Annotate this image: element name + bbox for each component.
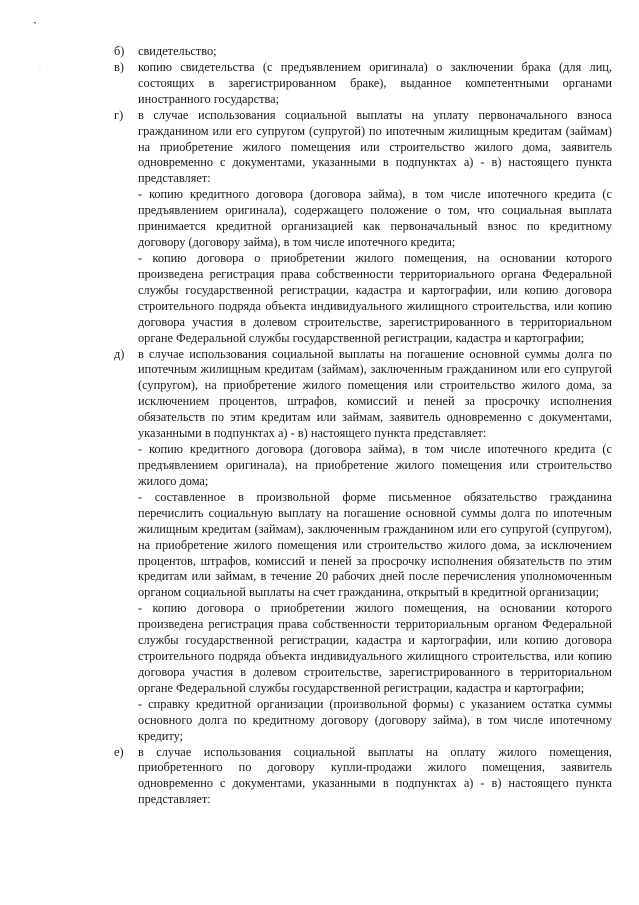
paragraph: свидетельство; bbox=[138, 44, 217, 58]
list-marker: г) bbox=[114, 107, 124, 122]
paragraph: в случае использования социальной выплаты на оплату жилого помещения, приобретенного по договору купли-продажи жилого помещения, заявитель одновременно с документами, указанными в подпунктах а) - в) настоящего пункта представляет: bbox=[138, 744, 612, 807]
paragraph: - копию кредитного договора (договора займа), в том числе ипотечного кредита (с предъявлением оригинала), содержащего положение о том, что социальная выплата принимается кредитной организацией как первоначальный взнос по кредитному договору (договору займа), в том числе ипотечного кредита; bbox=[138, 187, 612, 250]
paragraph: - копию кредитного договора (договора займа), в том числе ипотечного кредита (с предъявлением оригинала), на приобретение жилого помещения или строительство жилого дома; bbox=[138, 442, 612, 488]
document-list bbox=[114, 44, 612, 808]
paragraph: копию свидетельства (с предъявлением оригинала) о заключении брака (для лиц, состоящих в зарегистрированном браке), выданное компетентными органами иностранного государства; bbox=[138, 59, 612, 106]
list-marker: е) bbox=[114, 744, 124, 759]
list-item-d bbox=[114, 347, 612, 745]
list-item-v bbox=[114, 60, 612, 108]
paragraph: в случае использования социальной выплаты на погашение основной суммы долга по ипотечным жилищным кредитам (займам), заключенным гражданином или его супругой (супругом), на приобретение жилого помещения или строительство жилого дома, за исключением процентов, штрафов, комиссий и пеней за просрочку исполнения обязательств по этим кредитам или займам, заявитель одновременно с документами, указанными в подпунктах а) - в) настоящего пункта представляет: bbox=[138, 346, 612, 441]
paragraph: в случае использования социальной выплаты на уплату первоначального взноса гражданином или его супругом (супругой) по ипотечным жилищным кредитам (займам) на приобретение жилого помещения или строительство жилого дома, заявитель одновременно с документами, указанными в подпунктах а) - в) настоящего пункта представляет: bbox=[138, 107, 612, 186]
side-dot-mark: · bbox=[39, 67, 41, 73]
paragraph: - справку кредитной организации (произвольной формы) с указанием остатка суммы основного долга по кредитному договору (договору займа), в том числе ипотечному кредиту; bbox=[138, 696, 612, 743]
list-item-e bbox=[114, 745, 612, 809]
list-marker: в) bbox=[114, 59, 124, 74]
list-item-g bbox=[114, 108, 612, 347]
paragraph: - копию договора о приобретении жилого помещения, на основании которого произведена регистрация права собственности территориальным органом Федеральной службы государственной регистрации, кадастра и картографии, или копию договора строительного подряда объекта индивидуального жилищного строительства, или копию договора участия в долевом строительстве, зарегистрированного в территориальном органе Федеральной службы государственной регистрации, кадастра и картографии; bbox=[138, 601, 612, 695]
corner-tick-mark: ˺ bbox=[33, 21, 37, 32]
list-marker: б) bbox=[114, 44, 125, 58]
paragraph: - копию договора о приобретении жилого помещения, на основании которого произведена регистрация права собственности территориального органа Федеральной службы государственной регистрации, кадастра и картографии, или копию договора строительного подряда объекта индивидуального жилищного строительства, или копию договора участия в долевом строительстве, зарегистрированного в территориальном органе Федеральной службы государственной регистрации, кадастра и картографии; bbox=[138, 250, 612, 345]
list-marker: д) bbox=[114, 346, 125, 361]
list-item-b bbox=[114, 44, 612, 60]
paragraph: - составленное в произвольной форме письменное обязательство гражданина перечислить социальную выплату на погашение основной суммы долга по ипотечным жилищным кредитам (займам), заключенным гражданином или его супругой (супругом), на приобретение жилого помещения или строительство жилого дома, за исключением процентов, штрафов, комиссий и пеней за просрочку исполнения обязательств по этим кредитам или займам, в течение 20 рабочих дней после перечисления уполномоченным органом социальной выплаты на счет гражданина, открытый в кредитной организации; bbox=[138, 489, 612, 600]
